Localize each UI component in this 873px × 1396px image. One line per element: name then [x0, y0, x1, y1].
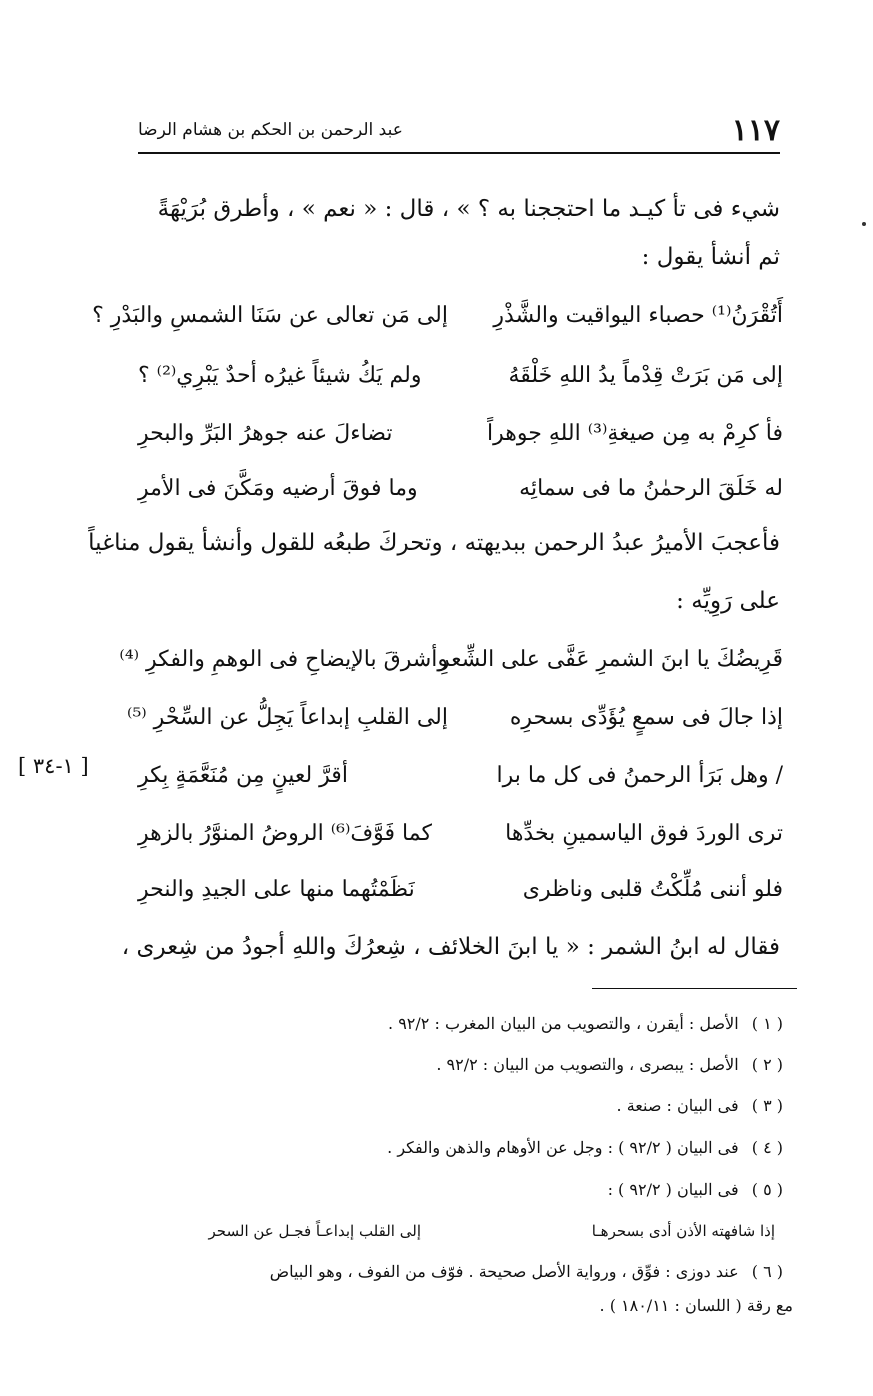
footnote	[617, 1096, 783, 1115]
verse-first-hemistich: قَرِيضُكَ يا ابنَ الشمرِ عَفَّى على الشِّعرِ	[439, 646, 783, 672]
verse-first-hemistich: ترى الوردَ فوق الياسمينِ بخدِّها	[505, 820, 783, 846]
page-header	[138, 112, 780, 148]
verse-second-hemistich: وما فوقَ أرضيه ومَكَّنَ فى الأمرِ	[138, 475, 418, 501]
verse-second-hemistich: أقرَّ لعينٍ مِن مُنَعَّمَةٍ بِكرِ	[138, 762, 348, 788]
footnote-text: الأصل : أيقرن ، والتصويب من البيان المغرب : ٩٢/٢ .	[388, 1014, 739, 1033]
footnote	[270, 1262, 783, 1281]
header-rule	[138, 152, 780, 154]
verse-first-hemistich: فلو أننى مُلِّكْتُ قلبى وناظرى	[522, 876, 783, 902]
footnote-text: عند دوزى : فوِّق ، ورواية الأصل صحيحة . فوّف من الفوف ، وهو البياض	[269, 1262, 739, 1281]
verse-row	[119, 634, 783, 684]
verse-first-hemistich: / وهل بَرَأ الرحمنُ فى كل ما برا	[496, 762, 783, 788]
verse-row	[138, 750, 783, 800]
prose-line: ثم أنشأ يقول :	[641, 244, 780, 270]
verse-row	[138, 463, 783, 513]
footnote-number: ( ٣ )	[751, 1096, 783, 1115]
verse-row	[127, 692, 783, 742]
verse-first-hemistich: إلى مَن بَرَتْ قِدْماً يدُ اللهِ خَلْقَهُ	[508, 362, 783, 388]
footnote-text: فى البيان : صنعة .	[616, 1096, 739, 1115]
footnote	[608, 1180, 783, 1199]
verse-row	[138, 350, 783, 400]
verse-second-hemistich: ولم يَكُ شيئاً غيرُه أحدٌ يَبْرِي⁽²⁾ ؟	[138, 362, 422, 388]
verse-first-hemistich: فأ كرِمْ به مِن صيغةِ⁽³⁾ اللهِ جوهراً	[487, 420, 783, 446]
verse-first-hemistich: إذا جالَ فى سمعٍ يُؤَدِّى بسحرِه	[509, 704, 783, 730]
footnote	[388, 1014, 783, 1033]
footnote-verse-second: إلى القلب إبداعـاً فجـل عن السحر	[208, 1222, 421, 1240]
verse-second-hemistich: إلى مَن تعالى عن سَنَا الشمسِ والبَدْرِ ؟	[92, 302, 448, 328]
footnote-rule	[592, 988, 797, 989]
footnote	[436, 1055, 783, 1074]
prose-line: على رَوِيِّه :	[676, 588, 780, 614]
verse-second-hemistich: نَظَمْتُهما منها على الجيدِ والنحرِ	[138, 876, 415, 902]
footnote-number: ( ٢ )	[751, 1055, 783, 1074]
verse-first-hemistich: أَتُقْرَنُ⁽¹⁾ حصباء اليواقيت والشَّذْرِ	[493, 302, 783, 328]
page-number: ١١٧	[731, 112, 780, 148]
footnote-continuation: مع رقة ( اللسان : ١٨٠/١١ ) .	[599, 1296, 793, 1315]
footnote-number: ( ١ )	[751, 1014, 783, 1033]
prose-line: شيء فى تأ كيـد ما احتججنا به ؟ » ، قال : « نعم » ، وأطرق بُرَيْهَةً	[157, 196, 780, 222]
footnote	[387, 1138, 783, 1157]
verse-row	[138, 408, 783, 458]
margin-reference: [ ١-٣٤ ]	[18, 754, 89, 778]
verse-second-hemistich: وأشرقَ بالإيضاحِ فى الوهمِ والفكرِ ⁽⁴⁾	[119, 646, 448, 672]
footnote-text: الأصل : يبصرى ، والتصويب من البيان : ٩٢/٢ .	[436, 1055, 739, 1074]
footnote-number: ( ٥ )	[751, 1180, 783, 1199]
verse-row	[138, 808, 783, 858]
verse-second-hemistich: كما فَوَّفَ⁽⁶⁾ الروضُ المنوَّرُ بالزهرِ	[138, 820, 432, 846]
footnote-text: فى البيان ( ٩٢/٢ ) : وجل عن الأوهام والذهن والفكر .	[387, 1138, 739, 1157]
verse-second-hemistich: تضاءلَ عنه جوهرُ البَرِّ والبحرِ	[138, 420, 393, 446]
footnote-text: فى البيان ( ٩٢/٢ ) :	[607, 1180, 739, 1199]
verse-row	[138, 864, 783, 914]
prose-line: فأعجبَ الأميرُ عبدُ الرحمن ببديهته ، وتحركَ طبعُه للقول وأنشأ يقول مناغياً	[88, 530, 780, 556]
verse-second-hemistich: إلى القلبِ إبداعاً يَجِلُّ عن السِّحْرِ ⁽⁵⁾	[127, 704, 448, 730]
verse-first-hemistich: له خَلَقَ الرحمٰنُ ما فى سمائِه	[519, 475, 783, 501]
footnote-number: ( ٦ )	[751, 1262, 783, 1281]
footnote-verse-first: إذا شافهته الأذن أدى بسحرهـا	[591, 1222, 775, 1240]
running-title: عبد الرحمن بن الحكم بن هشام الرضا	[138, 120, 403, 140]
verse-row	[92, 290, 783, 340]
scan-speck	[862, 222, 866, 226]
footnote-number: ( ٤ )	[751, 1138, 783, 1157]
prose-line: فقال له ابنُ الشمر : « يا ابنَ الخلائف ، شِعرُكَ واللهِ أجودُ من شِعرى ،	[121, 934, 780, 960]
